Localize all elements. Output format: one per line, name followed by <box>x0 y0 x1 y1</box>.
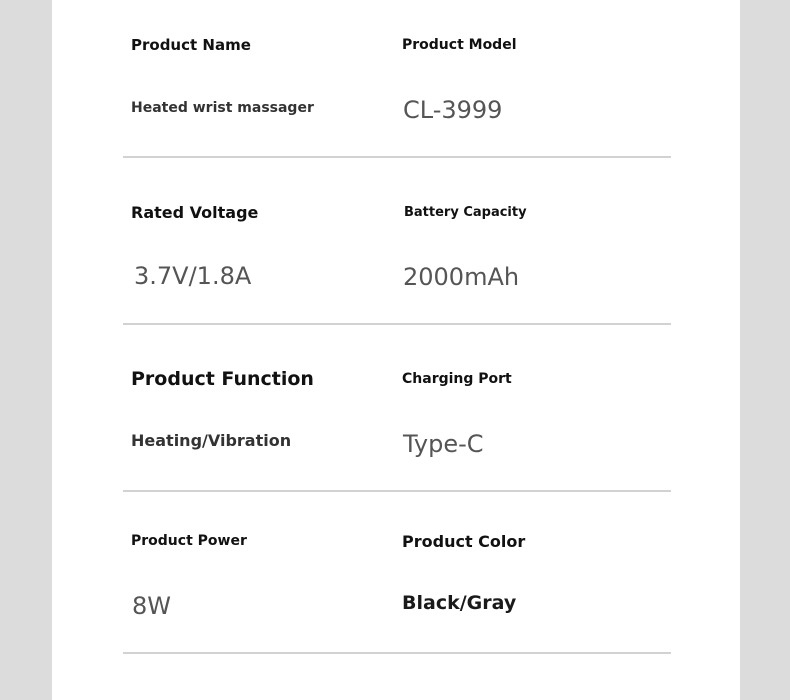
charging-port-label: Charging Port <box>402 371 512 387</box>
row-divider <box>123 490 671 492</box>
product-model-value: CL-3999 <box>403 96 503 124</box>
battery-capacity-label: Battery Capacity <box>404 205 527 220</box>
product-name-label: Product Name <box>131 36 251 54</box>
product-color-label: Product Color <box>402 532 526 551</box>
product-model-label: Product Model <box>402 37 517 53</box>
rated-voltage-label: Rated Voltage <box>131 203 259 222</box>
row-divider <box>123 323 671 325</box>
row-divider <box>123 652 671 654</box>
product-color-value: Black/Gray <box>402 592 517 614</box>
product-function-label: Product Function <box>131 368 314 390</box>
product-power-value: 8W <box>132 592 171 620</box>
row-divider <box>123 156 671 158</box>
product-power-label: Product Power <box>131 533 247 549</box>
rated-voltage-value: 3.7V/1.8A <box>134 262 252 290</box>
product-function-value: Heating/Vibration <box>131 431 292 450</box>
battery-capacity-value: 2000mAh <box>403 263 520 291</box>
product-name-value: Heated wrist massager <box>131 100 314 116</box>
charging-port-value: Type-C <box>403 430 484 458</box>
